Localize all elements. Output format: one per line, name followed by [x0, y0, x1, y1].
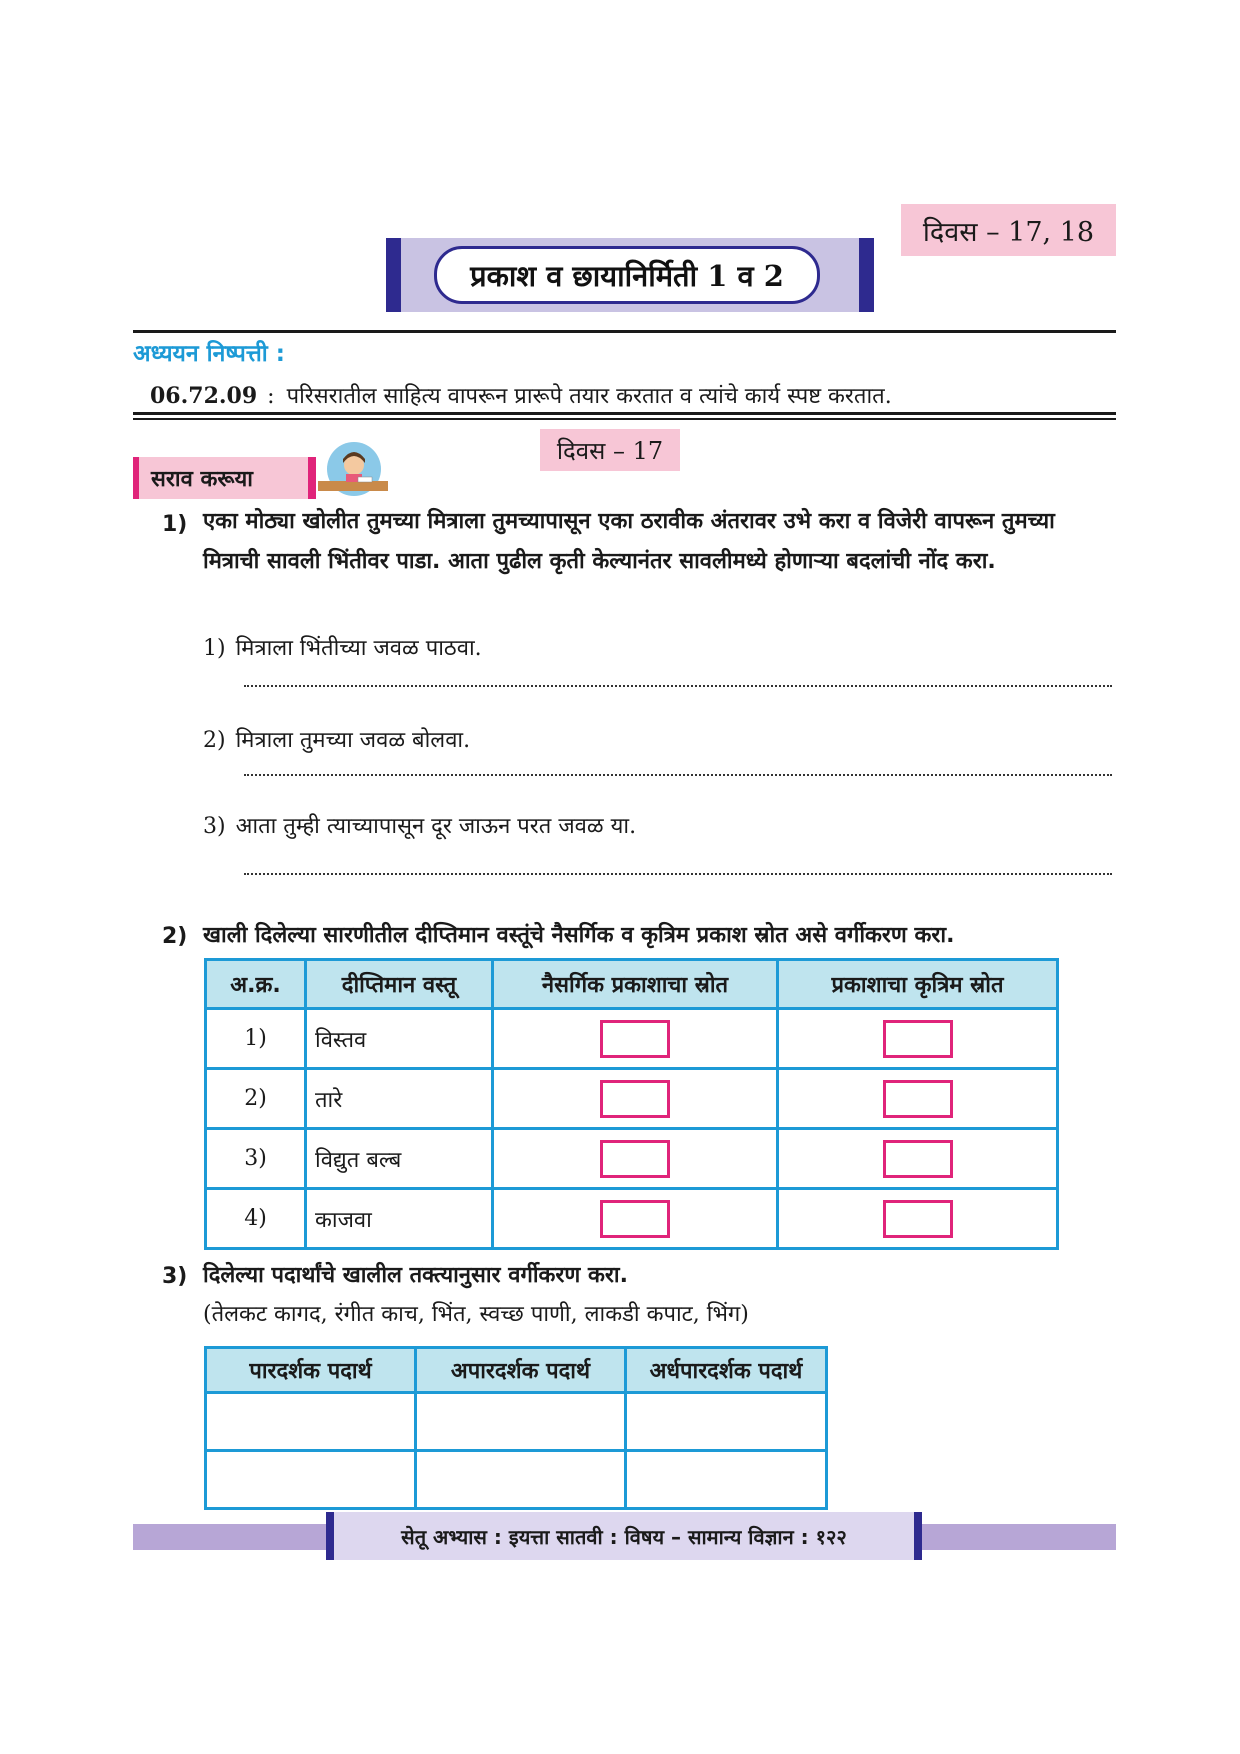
outcome-separator: :	[267, 384, 275, 409]
row-object: विस्तव	[306, 1009, 493, 1069]
table-cell[interactable]	[626, 1451, 827, 1509]
answer-box[interactable]	[883, 1020, 953, 1058]
day17-badge: दिवस – 17	[540, 429, 680, 471]
table-header: प्रकाशाचा कृत्रिम स्रोत	[778, 960, 1058, 1009]
row-object: काजवा	[306, 1189, 493, 1249]
artificial-source-cell	[778, 1069, 1058, 1129]
row-object: विद्युत बल्ब	[306, 1129, 493, 1189]
q1-sub1	[203, 632, 482, 662]
answer-box[interactable]	[883, 1140, 953, 1178]
divider-bottom-2	[133, 418, 1116, 420]
page-title: प्रकाश व छायानिर्मिती 1 व 2	[434, 246, 820, 304]
artificial-source-cell	[778, 1129, 1058, 1189]
artificial-source-cell	[778, 1009, 1058, 1069]
answer-box[interactable]	[883, 1200, 953, 1238]
table-row	[206, 1129, 1058, 1189]
q1-sub1-number: 1)	[203, 636, 226, 661]
practice-label: सराव करूया	[151, 467, 253, 492]
table-cell[interactable]	[206, 1393, 416, 1451]
table-header-row	[206, 960, 1058, 1009]
q1-sub2-text: मित्राला तुमच्या जवळ बोलवा.	[235, 728, 471, 753]
answer-line-3[interactable]	[244, 873, 1112, 875]
q1-sub2	[203, 724, 470, 754]
table-row	[206, 1189, 1058, 1249]
q3-text: दिलेल्या पदार्थांचे खालील तक्त्यानुसार वर्गीकरण करा.	[203, 1263, 628, 1288]
table-row	[206, 1451, 827, 1509]
outcome-code: 06.72.09	[150, 383, 258, 409]
table-row	[206, 1009, 1058, 1069]
light-source-table	[204, 958, 1059, 1250]
row-number: 1)	[206, 1009, 306, 1069]
q3-number: 3)	[162, 1264, 188, 1289]
answer-box[interactable]	[600, 1080, 670, 1118]
table-header: अर्धपारदर्शक पदार्थ	[626, 1348, 827, 1393]
q1-text: एका मोठ्या खोलीत तुमच्या मित्राला तुमच्यापासून एका ठरावीक अंतरावर उभे करा व विजेरी वापरून तुमच्या मित्राची सावली भिंतीवर पाडा. आता पुढील कृती केल्यानंतर सावलीमध्ये होणाऱ्या बदलांची नोंद करा.	[203, 509, 1055, 574]
row-number: 4)	[206, 1189, 306, 1249]
student-illustration-icon	[314, 441, 392, 499]
q1-sub2-number: 2)	[203, 728, 226, 753]
table-row	[206, 1069, 1058, 1129]
outcome-text: परिसरातील साहित्य वापरून प्रारूपे तयार करतात व त्यांचे कार्य स्पष्ट करतात.	[286, 384, 892, 409]
artificial-source-cell	[778, 1189, 1058, 1249]
table-row	[206, 1393, 827, 1451]
material-table	[204, 1346, 828, 1510]
table-header: दीप्तिमान वस्तू	[306, 960, 493, 1009]
answer-box[interactable]	[600, 1200, 670, 1238]
answer-box[interactable]	[883, 1080, 953, 1118]
table-header-row	[206, 1348, 827, 1393]
q1-sub3-number: 3)	[203, 814, 226, 839]
table-header: नैसर्गिक प्रकाशाचा स्रोत	[493, 960, 778, 1009]
q3-items: (तेलकट कागद, रंगीत काच, भिंत, स्वच्छ पाणी, लाकडी कपाट, भिंग)	[203, 1302, 749, 1327]
natural-source-cell	[493, 1129, 778, 1189]
q1-sub3	[203, 810, 636, 840]
natural-source-cell	[493, 1009, 778, 1069]
answer-box[interactable]	[600, 1020, 670, 1058]
row-number: 3)	[206, 1129, 306, 1189]
outcome-line	[150, 380, 892, 410]
q2-text: खाली दिलेल्या सारणीतील दीप्तिमान वस्तूंचे नैसर्गिक व कृत्रिम प्रकाश स्रोत असे वर्गीकरण करा.	[203, 923, 955, 948]
answer-line-2[interactable]	[244, 774, 1112, 776]
table-header: पारदर्शक पदार्थ	[206, 1348, 416, 1393]
table-cell[interactable]	[416, 1451, 626, 1509]
footer: सेतू अभ्यास : इयत्ता सातवी : विषय – सामान्य विज्ञान : १२२	[326, 1512, 922, 1560]
natural-source-cell	[493, 1189, 778, 1249]
table-cell[interactable]	[206, 1451, 416, 1509]
row-object: तारे	[306, 1069, 493, 1129]
table-cell[interactable]	[626, 1393, 827, 1451]
answer-line-1[interactable]	[244, 685, 1112, 687]
table-cell[interactable]	[416, 1393, 626, 1451]
day-badge: दिवस – 17, 18	[901, 204, 1116, 256]
outcome-heading: अध्ययन निष्पत्ती :	[133, 341, 285, 367]
q1-number: 1)	[162, 512, 188, 537]
row-number: 2)	[206, 1069, 306, 1129]
divider-top	[133, 330, 1116, 333]
q2-number: 2)	[162, 924, 188, 949]
table-header: अपारदर्शक पदार्थ	[416, 1348, 626, 1393]
divider-bottom-1	[133, 412, 1116, 415]
q1-sub1-text: मित्राला भिंतीच्या जवळ पाठवा.	[235, 636, 482, 661]
natural-source-cell	[493, 1069, 778, 1129]
answer-box[interactable]	[600, 1140, 670, 1178]
practice-tab	[133, 457, 308, 499]
q1-sub3-text: आता तुम्ही त्याच्यापासून दूर जाऊन परत जवळ या.	[235, 814, 637, 839]
table-header: अ.क्र.	[206, 960, 306, 1009]
